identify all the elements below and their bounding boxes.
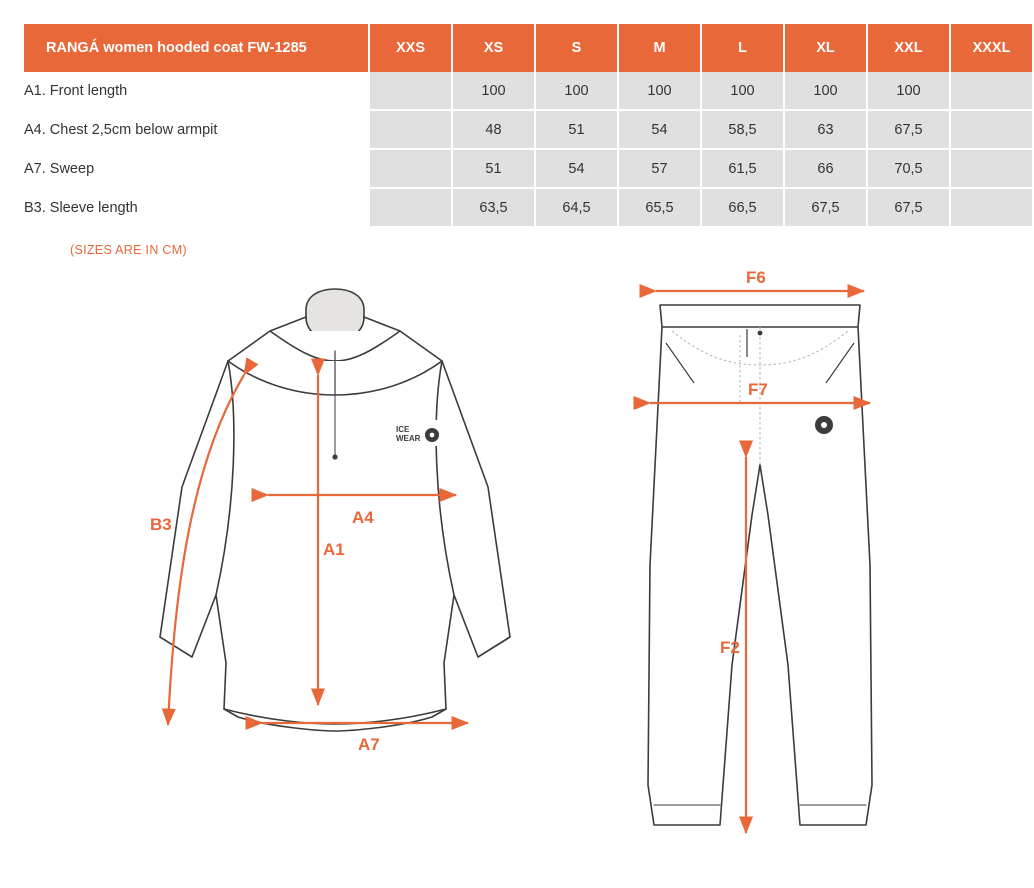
row-label-a1: A1. Front length bbox=[24, 72, 369, 110]
cell-b3-m: 65,5 bbox=[618, 188, 701, 226]
table-row bbox=[24, 188, 1032, 226]
brand-logo bbox=[392, 420, 442, 446]
cell-a1-xxl: 100 bbox=[867, 72, 950, 110]
measure-label-b3: B3 bbox=[150, 515, 172, 534]
table-header-product: RANGÁ women hooded coat FW-1285 bbox=[24, 24, 369, 72]
cell-b3-l: 66,5 bbox=[701, 188, 784, 226]
cell-a7-xxxl bbox=[950, 149, 1032, 188]
cell-a4-xs: 48 bbox=[452, 110, 535, 149]
cell-a4-xl: 63 bbox=[784, 110, 867, 149]
table-header-size-s: S bbox=[535, 24, 618, 72]
table-header-size-xs: XS bbox=[452, 24, 535, 72]
units-note: (SIZES ARE IN CM) bbox=[70, 243, 187, 257]
cell-a1-l: 100 bbox=[701, 72, 784, 110]
table-header-size-xxl: XXL bbox=[867, 24, 950, 72]
measure-label-a4: A4 bbox=[352, 508, 374, 527]
cell-b3-xxl: 67,5 bbox=[867, 188, 950, 226]
table-row bbox=[24, 149, 1032, 188]
cell-a1-xl: 100 bbox=[784, 72, 867, 110]
cell-a1-xxs bbox=[369, 72, 452, 110]
table-header-size-m: M bbox=[618, 24, 701, 72]
cell-a1-m: 100 bbox=[618, 72, 701, 110]
cell-a4-xxxl bbox=[950, 110, 1032, 149]
cell-a4-l: 58,5 bbox=[701, 110, 784, 149]
row-label-b3: B3. Sleeve length bbox=[24, 188, 369, 226]
cell-b3-xs: 63,5 bbox=[452, 188, 535, 226]
cell-a7-s: 54 bbox=[535, 149, 618, 188]
cell-a7-l: 61,5 bbox=[701, 149, 784, 188]
cell-a7-xs: 51 bbox=[452, 149, 535, 188]
cell-b3-xl: 67,5 bbox=[784, 188, 867, 226]
hooded-coat-technical-drawing bbox=[120, 265, 550, 800]
measure-label-f7: F7 bbox=[748, 380, 768, 399]
cell-a7-m: 57 bbox=[618, 149, 701, 188]
cell-a4-s: 51 bbox=[535, 110, 618, 149]
table-header-size-xxs: XXS bbox=[369, 24, 452, 72]
cell-a4-xxs bbox=[369, 110, 452, 149]
jacket-outline bbox=[160, 289, 510, 731]
cell-a7-xl: 66 bbox=[784, 149, 867, 188]
cell-b3-xxxl bbox=[950, 188, 1032, 226]
size-table bbox=[24, 24, 1032, 226]
measure-label-a1: A1 bbox=[323, 540, 345, 559]
table-row bbox=[24, 72, 1032, 110]
cell-a1-s: 100 bbox=[535, 72, 618, 110]
table-header-row bbox=[24, 24, 1032, 72]
table-header-size-xl: XL bbox=[784, 24, 867, 72]
cell-a7-xxl: 70,5 bbox=[867, 149, 950, 188]
size-table-container bbox=[24, 24, 1010, 226]
cell-b3-xxs bbox=[369, 188, 452, 226]
measure-label-a7: A7 bbox=[358, 735, 380, 754]
cell-b3-s: 64,5 bbox=[535, 188, 618, 226]
cell-a1-xxxl bbox=[950, 72, 1032, 110]
row-label-a4: A4. Chest 2,5cm below armpit bbox=[24, 110, 369, 149]
table-row bbox=[24, 110, 1032, 149]
brand-logo-line2: WEAR bbox=[396, 434, 421, 443]
cell-a4-xxl: 67,5 bbox=[867, 110, 950, 149]
technical-drawings bbox=[0, 265, 1034, 875]
pants-technical-drawing bbox=[620, 265, 900, 860]
table-header-size-xxxl: XXXL bbox=[950, 24, 1032, 72]
measure-label-f6: F6 bbox=[746, 268, 766, 287]
cell-a4-m: 54 bbox=[618, 110, 701, 149]
measure-label-f2: F2 bbox=[720, 638, 740, 657]
cell-a7-xxs bbox=[369, 149, 452, 188]
table-header-size-l: L bbox=[701, 24, 784, 72]
brand-logo-line1: ICE bbox=[396, 425, 410, 434]
row-label-a7: A7. Sweep bbox=[24, 149, 369, 188]
cell-a1-xs: 100 bbox=[452, 72, 535, 110]
pants-logo bbox=[815, 416, 833, 434]
